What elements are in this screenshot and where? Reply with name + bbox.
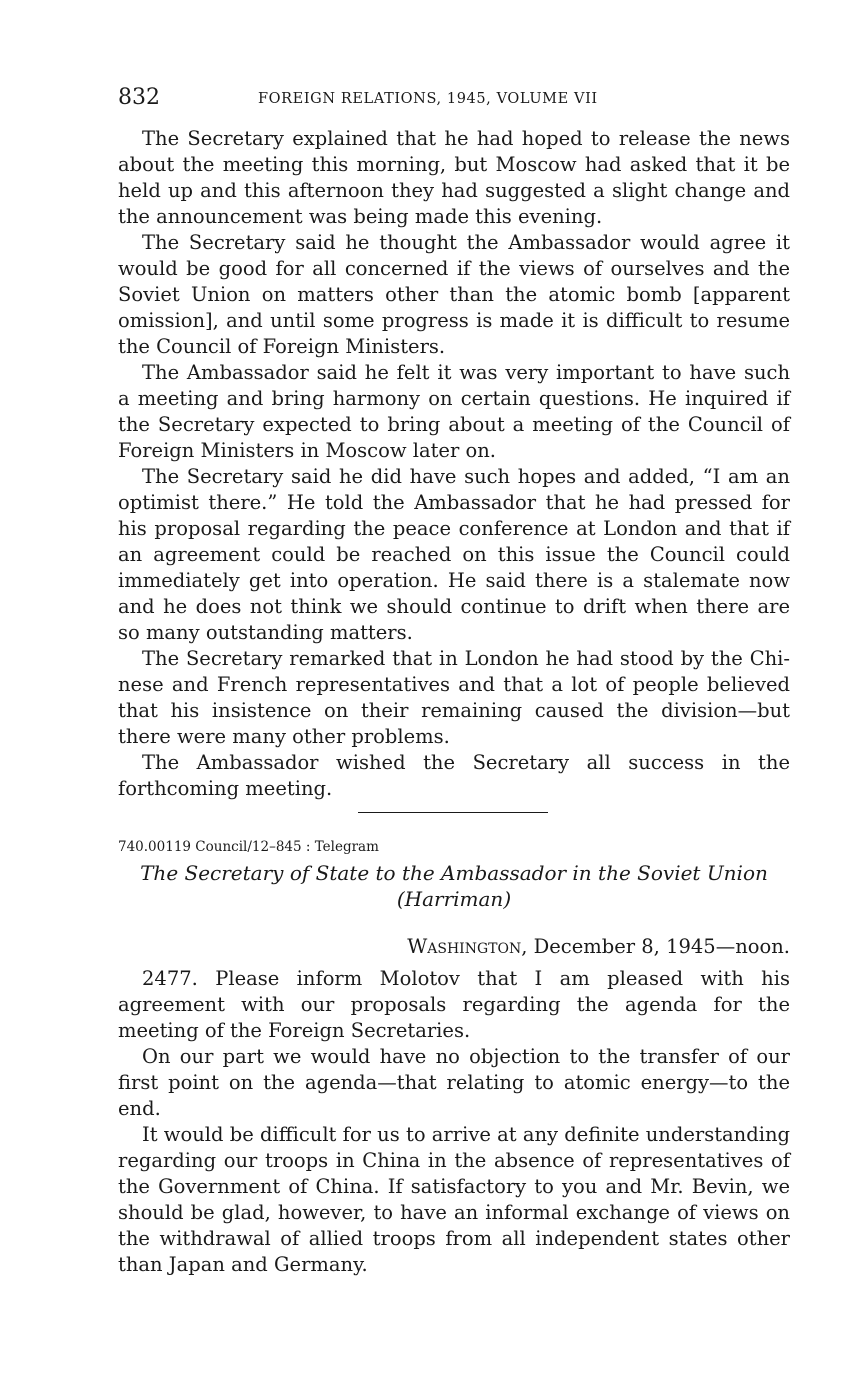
running-head: FOREIGN RELATIONS, 1945, VOLUME VII (258, 91, 598, 107)
document-title-line: The Secretary of State to the Ambassador in the Soviet Union (140, 861, 768, 885)
memo-paragraph: The Ambassador said he felt it was very important to have such a meeting and bring harmony on certain questions. He inquired if the Secretary expected to bring about a meeting of the Council of Foreign Ministers in Moscow later on. (118, 361, 790, 462)
document-title-line: (Harriman) (396, 887, 512, 911)
dateline (118, 934, 790, 960)
memo-paragraph: The Secretary said he thought the Ambassador would agree it would be good for all concerned if the views of ourselves and the Soviet Union on matters other than the atomic bomb [apparent omission], and until some progress is made it is difficult to resume the Council of Foreign Ministers. (118, 231, 790, 358)
telegram-paragraph: On our part we would have no objection to the transfer of our first point on the agenda—that relating to atomic energy—to the end. (118, 1045, 790, 1120)
section-divider (358, 812, 548, 813)
memo-paragraph: The Secretary remarked that in London he had stood by the Chinese and French representatives and that a lot of people believed that his insistence on their remaining caused the division—but there were many other problems. (118, 647, 790, 748)
page-number: 832 (118, 85, 160, 110)
dateline-place: Washington (407, 935, 522, 958)
memo-paragraph: The Secretary said he did have such hopes and added, “I am an optimist there.” He told the Ambassador that he had pressed for his proposal regarding the peace conference at London and that if an agreement could be reached on this issue the Council could immediately get into operation. He said there is a stalemate now and he does not think we should continue to drift when there are so many outstanding matters. (118, 465, 790, 644)
file-reference: 740.00119 Council/12–845 : Telegram (118, 839, 379, 855)
memo-body (118, 126, 790, 802)
telegram-body (118, 966, 790, 1278)
telegram-paragraph: It would be difficult for us to arrive at any definite understanding regarding our troops in China in the absence of representatives of the Government of China. If satisfactory to you and Mr. Bevin, we should be glad, however, to have an informal exchange of views on the withdrawal of allied troops from all independent states other than Japan and Germany. (118, 1123, 790, 1276)
memo-paragraph: The Secretary explained that he had hoped to release the news about the meeting this morning, but Moscow had asked that it be held up and this afternoon they had suggested a slight change and the announcement was being made this evening. (118, 127, 790, 228)
memo-paragraph: The Ambassador wished the Secretary all success in the forthcoming meeting. (118, 751, 790, 800)
telegram-paragraph: 2477. Please inform Molotov that I am pleased with his agreement with our proposals regarding the agenda for the meeting of the Foreign Secretaries. (118, 967, 790, 1042)
dateline-date: , December 8, 1945—noon. (521, 935, 790, 958)
page-header (118, 84, 790, 114)
document-title (118, 860, 790, 912)
